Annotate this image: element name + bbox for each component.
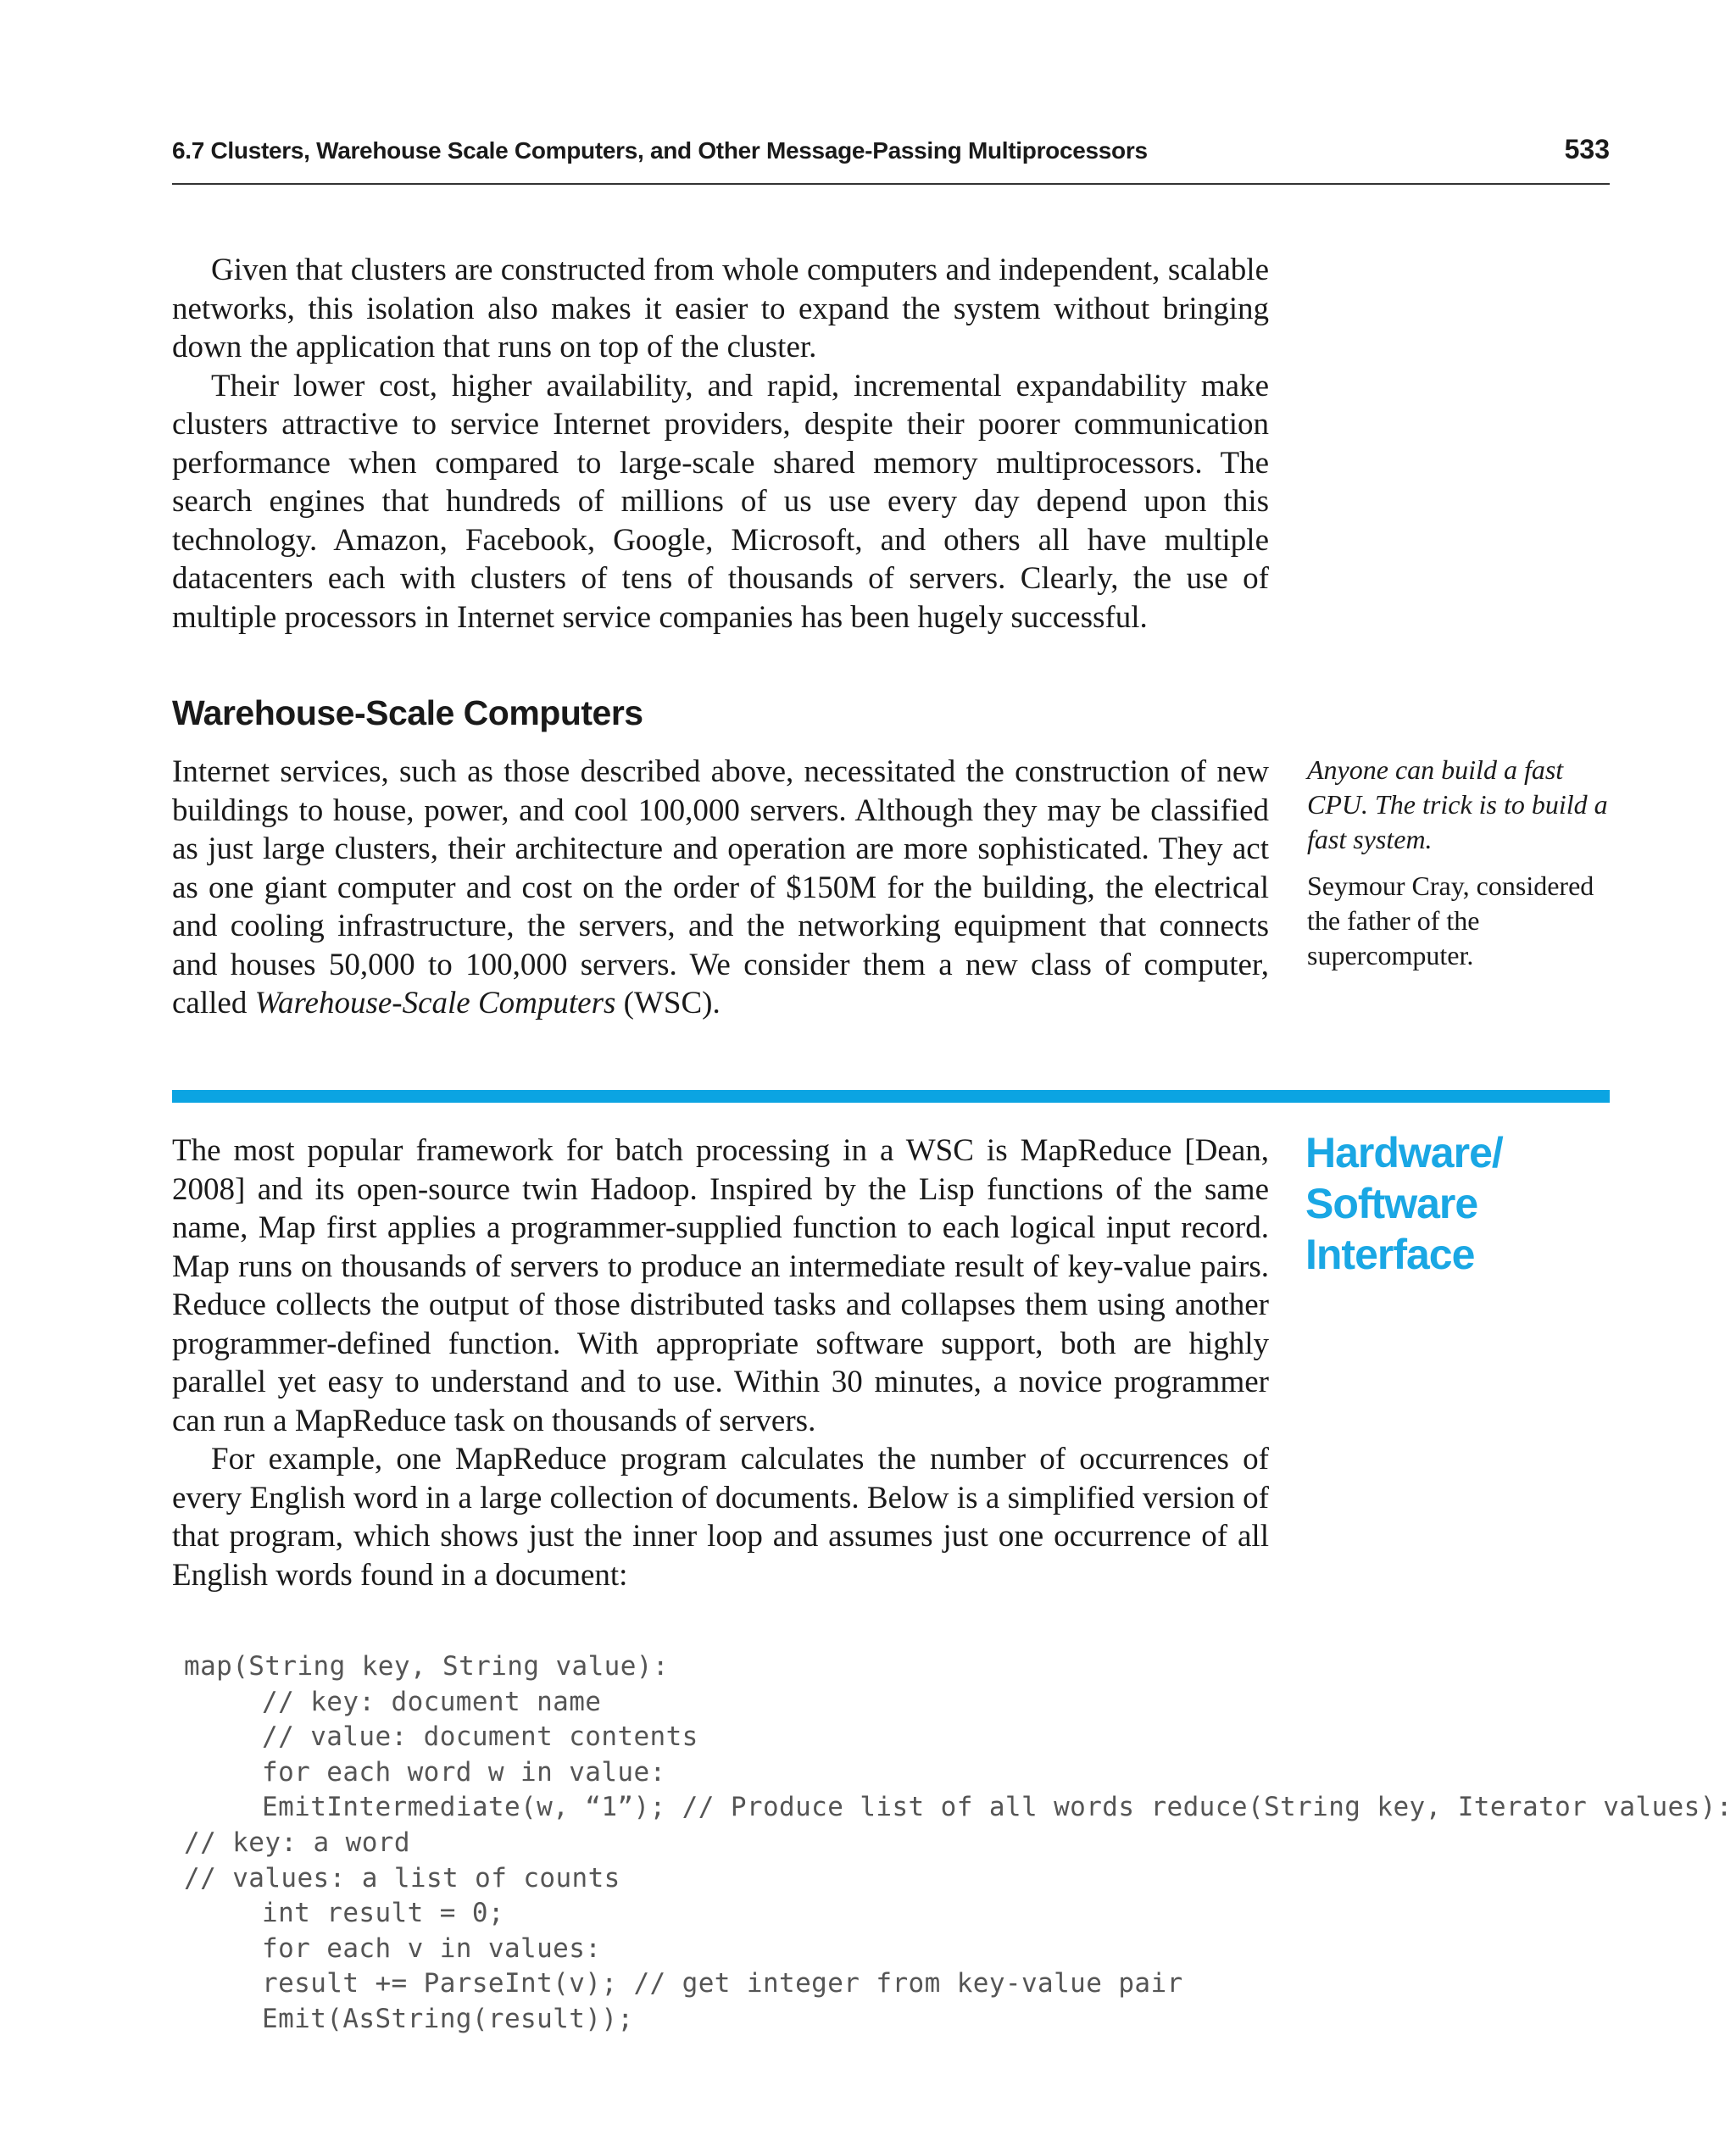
code-listing [184, 1649, 1733, 2038]
code-line: EmitIntermediate(w, “1”); // Produce list of all words reduce(String key, Iterator values): [262, 1792, 1733, 1823]
margin-quote [1307, 753, 1621, 973]
mapreduce-paragraph-1: The most popular framework for batch processing in a WSC is MapReduce [Dean, 2008] and its open-source twin Hadoop. Inspired by the Lisp functions of the same name, Map first applies a programmer-supplied function to each logical input record. Map runs on thousands of servers to produce an intermediate result of key-value pairs. Reduce collects the output of those distributed tasks and collapses them using another programmer-defined function. With appropriate software support, both are highly parallel yet easy to understand and to use. Within 30 minutes, a novice programmer can run a MapReduce task on thousands of servers. [172, 1133, 1269, 1438]
quote-text: Anyone can build a fast CPU. The trick is to build a fast system. [1307, 754, 1608, 854]
section-title: 6.7 Clusters, Warehouse Scale Computers, and Other Message-Passing Multiprocessors [172, 137, 1148, 164]
code-line: int result = 0; [262, 1898, 504, 1929]
intro-paragraph-1: Given that clusters are constructed from whole computers and independent, scalable networks, this isolation also makes it easier to expand the system without bringing down the application that runs on top of the cluster. [172, 253, 1269, 364]
section-heading: Warehouse-Scale Computers [172, 693, 643, 732]
interface-heading-line-1: Hardware/ [1305, 1129, 1503, 1176]
code-line: Emit(AsString(result)); [262, 2003, 634, 2034]
interface-heading-line-2: Software [1305, 1180, 1478, 1227]
code-line: map(String key, String value): [184, 1651, 669, 1682]
running-header [172, 129, 1610, 185]
hardware-software-interface-heading [1305, 1127, 1503, 1280]
mapreduce-text [172, 1132, 1269, 1594]
wsc-text-after: (WSC). [615, 986, 721, 1020]
intro-paragraph-2: Their lower cost, higher availability, and rapid, incremental expandability make clusters attractive to service Internet providers, despite their poorer communication performance when compared to large-scale shared memory multiprocessors. The search engines that hundreds of millions of us use every day depend upon this technology. Amazon, Facebook, Google, Microsoft, and others all have multiple datacenters each with clusters of tens of thousands of servers. Clearly, the use of multiple processors in Internet service companies has been hugely successful. [172, 368, 1269, 635]
wsc-paragraph [172, 753, 1269, 1023]
code-line: // value: document contents [262, 1721, 698, 1753]
code-line: for each word w in value: [262, 1756, 666, 1788]
mapreduce-paragraph-2: For example, one MapReduce program calculates the number of occurrences of every English word in a large collection of documents. Below is a simplified version of that program, which shows just the inner loop and assumes just one occurrence of all English words found in a document: [172, 1442, 1269, 1593]
intro-text [172, 251, 1269, 637]
code-line: // key: a word [184, 1827, 410, 1858]
wsc-text [172, 753, 1269, 1023]
code-line: result += ParseInt(v); // get integer from key-value pair [262, 1968, 1183, 1999]
wsc-term: Warehouse-Scale Computers [254, 986, 616, 1020]
quote-attribution: Seymour Cray, considered the father of the supercomputer. [1307, 870, 1594, 970]
code-line: // values: a list of counts [184, 1862, 620, 1894]
code-line: // key: document name [262, 1686, 602, 1717]
wsc-text-before: Internet services, such as those described above, necessitated the construction of new buildings to house, power, and cool 100,000 servers. Although they may be classified as just large clusters, their architecture and operation are more sophisticated. They act as one giant computer and cost on the order of $150M for the building, the electrical and cooling infrastructure, the servers, and the networking equipment that connects and houses 50,000 to 100,000 servers. We consider them a new class of computer, called [172, 754, 1269, 1020]
interface-divider-bar [172, 1090, 1610, 1103]
code-line: for each v in values: [262, 1932, 602, 1964]
interface-heading-line-3: Interface [1305, 1231, 1475, 1278]
page-number: 533 [1564, 134, 1610, 164]
